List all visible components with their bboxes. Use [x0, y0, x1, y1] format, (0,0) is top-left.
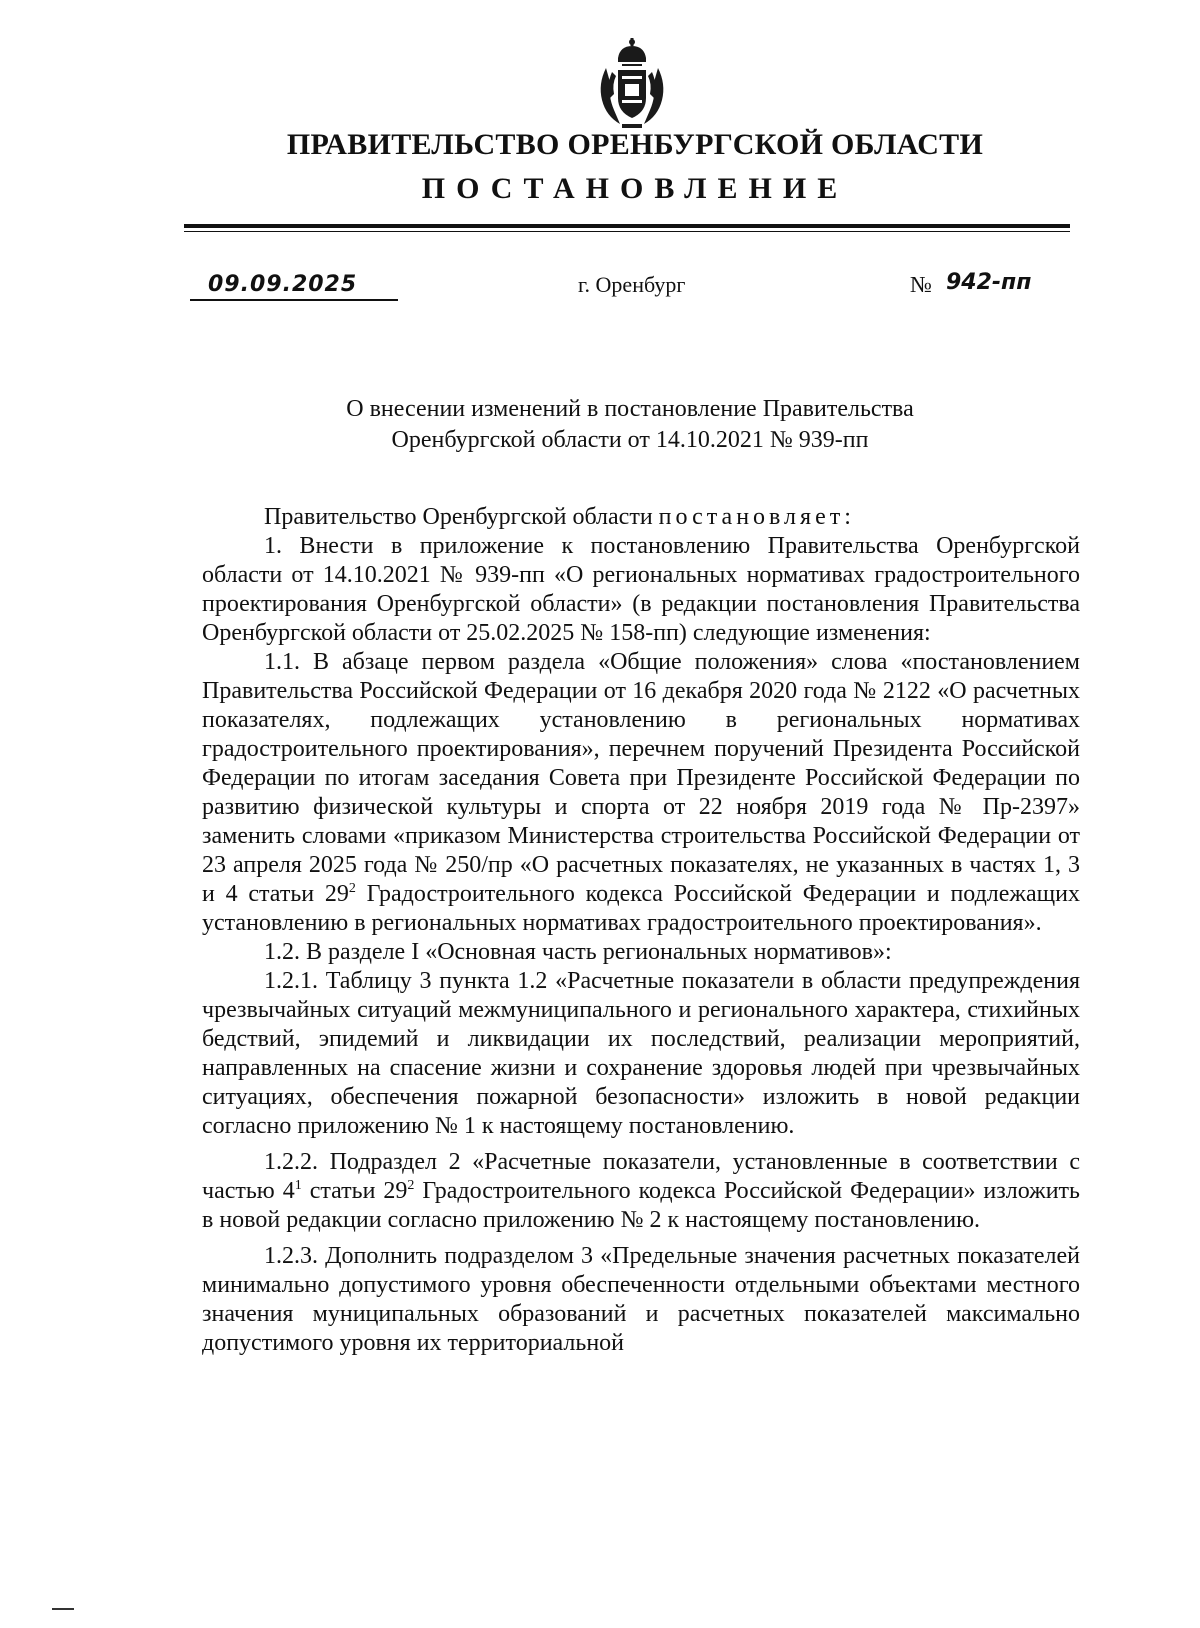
paragraph-1-2-2-text: 1.2.2. Подраздел 2 «Расчетные показатели, установленные в соответствии с частью 4 — [202, 1149, 1080, 1204]
paragraph-1-2-2-end: Градостроительного кодекса Российской Федерации» изложить в новой редакции согласно приложению № 2 к настоящему постановлению. — [202, 1178, 1080, 1233]
handwritten-date: 09.09.2025 — [208, 272, 358, 297]
paragraph-1-2-2 — [202, 1148, 1080, 1235]
paragraph-1-1 — [202, 648, 1080, 938]
coat-of-arms-icon — [592, 36, 672, 130]
org-title: ПРАВИТЕЛЬСТВО ОРЕНБУРГСКОЙ ОБЛАСТИ — [286, 128, 984, 161]
scan-mark — [52, 1608, 74, 1610]
paragraph-1-2: 1.2. В разделе I «Основная часть региональных нормативов»: — [264, 939, 892, 965]
subject-line-1: О внесении изменений в постановление Правительства — [346, 396, 914, 422]
handwritten-number: 942-пп — [946, 270, 1032, 295]
superscript: 2 — [407, 1178, 415, 1193]
city: г. Оренбург — [578, 272, 686, 297]
date-field — [190, 272, 398, 302]
date-underline — [190, 299, 398, 301]
paragraph-1-2-2-middle: статьи 29 — [301, 1178, 408, 1204]
superscript: 1 — [294, 1178, 302, 1193]
preamble-text: Правительство Оренбургской области — [264, 504, 659, 530]
paragraph-1-1-text: 1.1. В абзаце первом раздела «Общие положения» слова «постановлением Правительства Российской Федерации от 16 декабря 2020 года № 2122 «О расчетных показателях, подлежащих установлению в региональных нормативах градостроительного проектирования», перечнем поручений Президента Российской Федерации по итогам заседания Совета при Президенте Российской Федерации по развитию физической культуры и спорта от 22 ноября 2019 года № Пр-2397» заменить словами «приказом Министерства строительства Российской Федерации от 23 апреля 2025 года № 250/пр «О расчетных показателях, не указанных в частях 1, 3 и 4 статьи 29 — [202, 649, 1080, 907]
header-rule — [184, 224, 1070, 228]
paragraph-1-2-3: 1.2.3. Дополнить подразделом 3 «Предельные значения расчетных показателей минимально допустимого уровня обеспеченности отдельными объектами местного значения муниципальных образований и расчетных показателей максимально допустимого уровня их территориальной — [202, 1243, 1080, 1356]
preamble-verb: постановляет: — [658, 504, 855, 530]
number-label: № — [910, 272, 932, 297]
document-body — [202, 503, 1080, 1358]
preamble — [202, 503, 1080, 532]
paragraph-1-1-continued: Градостроительного кодекса Российской Федерации и подлежащих установлению в региональных нормативах градостроительного проектирования». — [202, 881, 1080, 936]
paragraph-1-2-1: 1.2.1. Таблицу 3 пункта 1.2 «Расчетные показатели в области предупреждения чрезвычайных ситуаций межмуниципального и регионального характера, стихийных бедствий, эпидемий и ликвидации их последствий, реализации мероприятий, направленных на спасение жизни и сохранение здоровья людей при чрезвычайных ситуациях, обеспечения пожарной безопасности» изложить в новой редакции согласно приложению № 1 к настоящему постановлению. — [202, 968, 1080, 1139]
paragraph-1: 1. Внести в приложение к постановлению Правительства Оренбургской области от 14.10.2021 № 939-пп «О региональных нормативах градостроительного проектирования Оренбургской области» (в редакции постановления Правительства Оренбургской области от 25.02.2025 № 158-пп) следующие изменения: — [202, 533, 1080, 646]
document-subject — [180, 394, 1080, 456]
document-type: ПОСТАНОВЛЕНИЕ — [421, 172, 849, 205]
superscript: 2 — [348, 881, 356, 896]
subject-line-2: Оренбургской области от 14.10.2021 № 939-пп — [391, 427, 869, 453]
header-rule-thin — [184, 231, 1070, 232]
